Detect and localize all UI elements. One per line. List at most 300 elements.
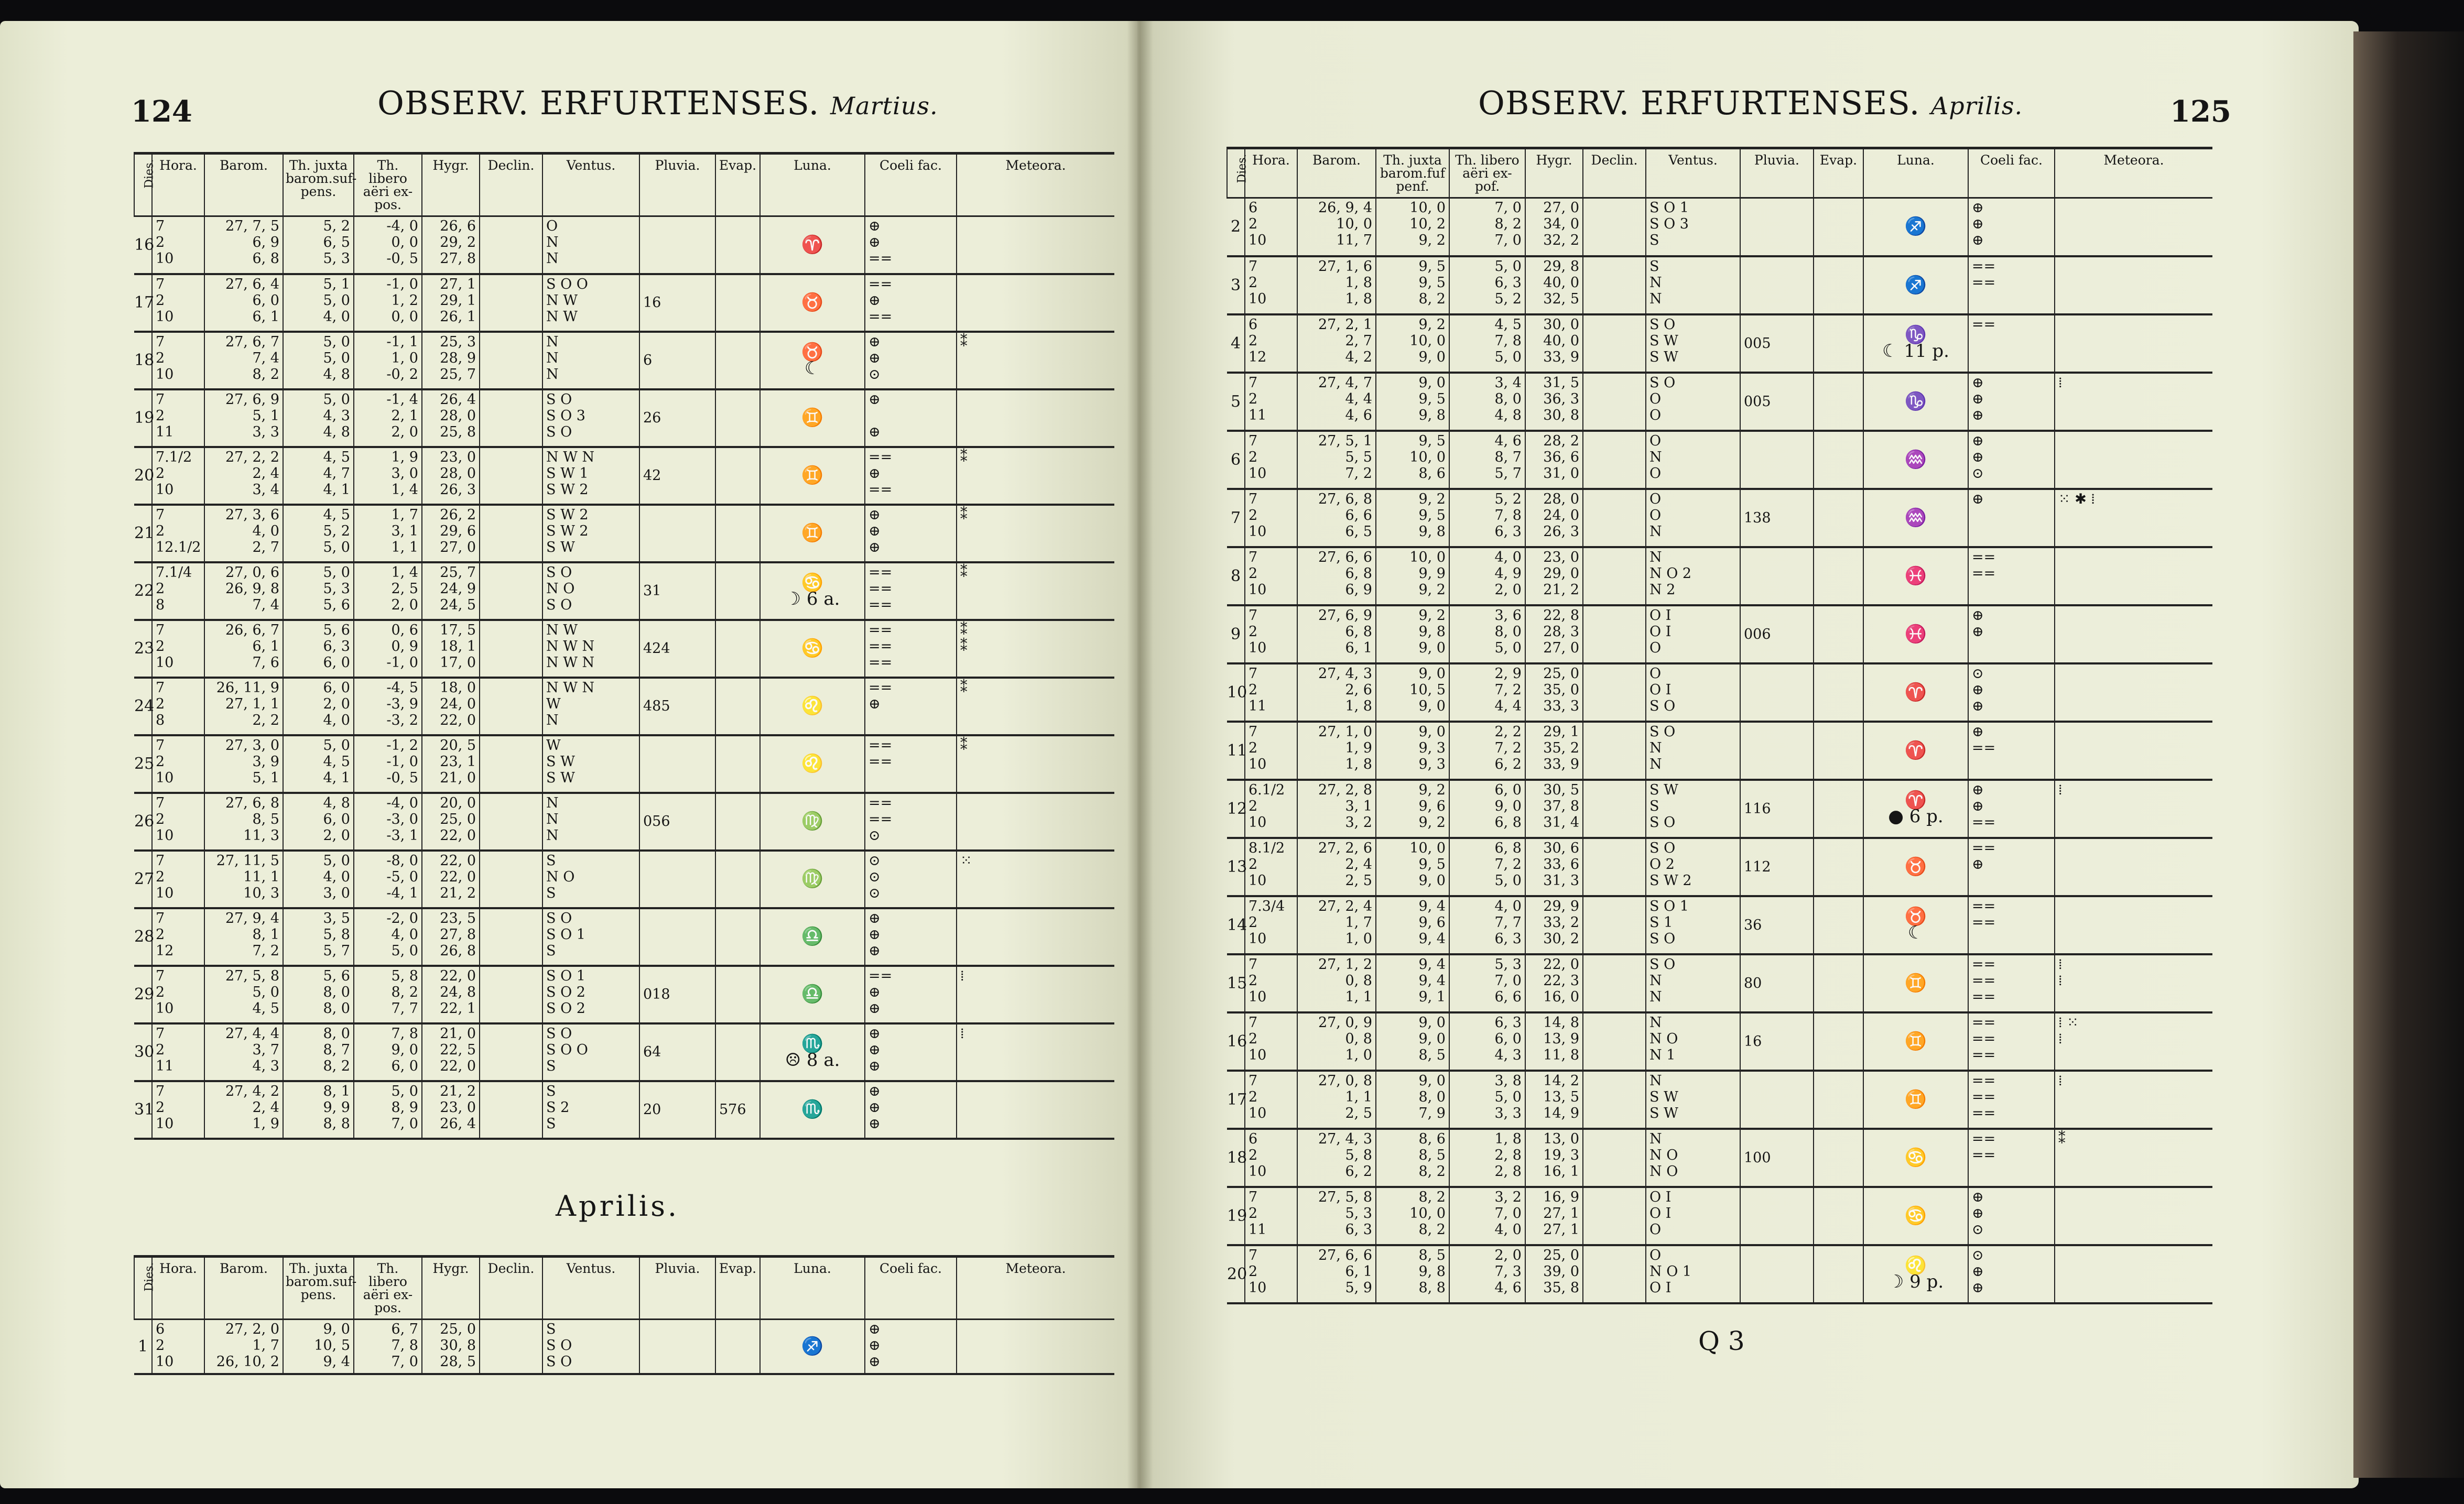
evaporation-cell (715, 505, 760, 562)
column-header: Th. juxta barom.fuf penf. (1376, 148, 1449, 198)
column-header: Hygr. (422, 1257, 480, 1320)
wind-cell: S S 2 S (542, 1081, 639, 1139)
evaporation-cell (715, 908, 760, 966)
barometer-cell: 27, 6, 9 6, 8 6, 1 (1297, 605, 1376, 663)
moon-cell: ♒ (1863, 431, 1968, 489)
column-header: Coeli fac. (865, 154, 957, 216)
wind-cell: S O 1 S O 2 S O 2 (542, 966, 639, 1023)
thermometer-barom-cell: 5, 0 4, 3 4, 8 (283, 389, 354, 447)
evaporation-cell (715, 332, 760, 389)
day-cell: 9 (1227, 605, 1245, 663)
rain-cell (639, 851, 715, 908)
moon-cell: ♐ (1863, 256, 1968, 314)
moon-cell: ♌ (760, 678, 865, 735)
hygrometer-cell: 25, 0 30, 8 28, 5 (422, 1320, 480, 1374)
book-edge (2353, 31, 2464, 1478)
thermometer-air-cell: 3, 6 8, 0 5, 0 (1449, 605, 1525, 663)
hygrometer-cell: 20, 5 23, 1 21, 0 (422, 735, 480, 793)
sky-cell: == ⊕ (865, 678, 957, 735)
meteora-cell: ⁑ (957, 562, 1114, 620)
hygrometer-cell: 27, 1 29, 1 26, 1 (422, 274, 480, 332)
sky-cell: ⊙ ⊙ ⊙ (865, 851, 957, 908)
table-row (1227, 605, 2212, 663)
column-header-label: Dies. (143, 159, 156, 189)
rain-cell (1740, 1071, 1814, 1129)
barometer-cell: 27, 11, 5 11, 1 10, 3 (204, 851, 283, 908)
thermometer-air-cell: 4, 6 8, 7 5, 7 (1449, 431, 1525, 489)
hygrometer-cell: 22, 0 22, 3 16, 0 (1525, 954, 1583, 1012)
barometer-cell: 27, 2, 1 2, 7 4, 2 (1297, 314, 1376, 373)
march-observation-table (134, 152, 1114, 1140)
column-header: Hora. (152, 1257, 204, 1320)
thermometer-air-cell: 6, 3 6, 0 4, 3 (1449, 1012, 1525, 1071)
declination-cell (480, 735, 542, 793)
hygrometer-cell: 31, 5 36, 3 30, 8 (1525, 373, 1583, 431)
day-cell: 5 (1227, 373, 1245, 431)
sky-cell: ⊙ ⊕ ⊕ (1968, 663, 2055, 722)
barometer-cell: 27, 5, 1 5, 5 7, 2 (1297, 431, 1376, 489)
rain-cell: 005 (1740, 373, 1814, 431)
day-cell: 17 (1227, 1071, 1245, 1129)
declination-cell (1583, 256, 1646, 314)
hour-cell: 7.3/4 2 10 (1245, 896, 1297, 954)
moon-cell: ♊ (1863, 1012, 1968, 1071)
day-cell: 8 (1227, 547, 1245, 605)
table-row (1227, 431, 2212, 489)
hygrometer-cell: 21, 0 22, 5 22, 0 (422, 1023, 480, 1081)
day-cell: 28 (134, 908, 152, 966)
day-cell: 19 (134, 389, 152, 447)
table-row (1227, 722, 2212, 780)
thermometer-barom-cell: 5, 0 4, 5 4, 1 (283, 735, 354, 793)
rain-cell: 16 (1740, 1012, 1814, 1071)
thermometer-air-cell: 1, 7 3, 1 1, 1 (354, 505, 422, 562)
hygrometer-cell: 26, 6 29, 2 27, 8 (422, 216, 480, 274)
table-row (134, 505, 1114, 562)
evaporation-cell (1814, 838, 1863, 896)
sky-cell: == == (1968, 896, 2055, 954)
column-header (134, 1257, 156, 1320)
thermometer-air-cell: 3, 2 7, 0 4, 0 (1449, 1187, 1525, 1245)
rain-cell (1740, 547, 1814, 605)
day-cell: 16 (1227, 1012, 1245, 1071)
barometer-cell: 27, 5, 8 5, 0 4, 5 (204, 966, 283, 1023)
barometer-cell: 27, 3, 6 4, 0 2, 7 (204, 505, 283, 562)
meteora-cell: ⁞ ⁞ (2055, 954, 2212, 1012)
barometer-cell: 27, 4, 7 4, 4 4, 6 (1297, 373, 1376, 431)
thermometer-barom-cell: 5, 6 8, 0 8, 0 (283, 966, 354, 1023)
sky-cell: ⊕ ⊕ ⊕ (1968, 373, 2055, 431)
evaporation-cell (1814, 1187, 1863, 1245)
evaporation-cell (1814, 373, 1863, 431)
wind-cell: O I O I O (1646, 605, 1740, 663)
thermometer-barom-cell: 5, 0 5, 0 4, 8 (283, 332, 354, 389)
moon-cell: ♊ (760, 505, 865, 562)
evaporation-cell (715, 274, 760, 332)
right-running-head-title: OBSERV. ERFURTENSES. (1478, 84, 1920, 122)
thermometer-barom-cell: 9, 0 9, 3 9, 3 (1376, 722, 1449, 780)
declination-cell (1583, 722, 1646, 780)
thermometer-air-cell: -1, 2 -1, 0 -0, 5 (354, 735, 422, 793)
meteora-cell: ⁑ (957, 447, 1114, 505)
thermometer-air-cell: 2, 2 7, 2 6, 2 (1449, 722, 1525, 780)
day-cell: 23 (134, 620, 152, 678)
thermometer-air-cell: -4, 5 -3, 9 -3, 2 (354, 678, 422, 735)
hygrometer-cell: 25, 7 24, 9 24, 5 (422, 562, 480, 620)
wind-cell: S S O S O (542, 1320, 639, 1374)
hour-cell: 7 2 10 (1245, 431, 1297, 489)
table-row (134, 908, 1114, 966)
declination-cell (480, 620, 542, 678)
hour-cell: 7 2 11 (152, 1023, 204, 1081)
evaporation-cell (715, 966, 760, 1023)
day-cell: 30 (134, 1023, 152, 1081)
moon-cell: ♈ (1863, 722, 1968, 780)
declination-cell (480, 505, 542, 562)
table-row (134, 678, 1114, 735)
moon-cell: ♓ (1863, 547, 1968, 605)
sky-cell: == == == (1968, 1012, 2055, 1071)
table-row (1227, 314, 2212, 373)
meteora-cell (2055, 198, 2212, 256)
rain-cell: 138 (1740, 489, 1814, 547)
hour-cell: 7.1/4 2 8 (152, 562, 204, 620)
meteora-cell (957, 1081, 1114, 1139)
hygrometer-cell: 26, 4 28, 0 25, 8 (422, 389, 480, 447)
day-cell: 7 (1227, 489, 1245, 547)
wind-cell: N W N W N (542, 678, 639, 735)
left-running-head-month: Martius. (830, 92, 938, 120)
april-start-table (134, 1255, 1114, 1375)
declination-cell (1583, 838, 1646, 896)
evaporation-cell (715, 1023, 760, 1081)
table-row (134, 966, 1114, 1023)
hygrometer-cell: 20, 0 25, 0 22, 0 (422, 793, 480, 851)
sky-cell: == == == (1968, 1071, 2055, 1129)
column-header: Evap. (1814, 148, 1863, 198)
barometer-cell: 27, 0, 8 1, 1 2, 5 (1297, 1071, 1376, 1129)
table-row (1227, 547, 2212, 605)
rain-cell (1740, 1245, 1814, 1303)
barometer-cell: 27, 6, 4 6, 0 6, 1 (204, 274, 283, 332)
barometer-cell: 27, 0, 6 26, 9, 8 7, 4 (204, 562, 283, 620)
hour-cell: 7 2 10 (1245, 1245, 1297, 1303)
thermometer-air-cell: 5, 0 6, 3 5, 2 (1449, 256, 1525, 314)
day-cell: 12 (1227, 780, 1245, 838)
barometer-cell: 27, 2, 0 1, 7 26, 10, 2 (204, 1320, 283, 1374)
thermometer-air-cell: 2, 0 7, 3 4, 6 (1449, 1245, 1525, 1303)
hour-cell: 6 2 12 (1245, 314, 1297, 373)
table-row (1227, 954, 2212, 1012)
table-row (1227, 489, 2212, 547)
day-cell: 10 (1227, 663, 1245, 722)
meteora-cell: ⁙ (957, 851, 1114, 908)
thermometer-barom-cell: 9, 2 9, 5 9, 8 (1376, 489, 1449, 547)
rain-cell: 80 (1740, 954, 1814, 1012)
thermometer-air-cell: 5, 0 8, 9 7, 0 (354, 1081, 422, 1139)
meteora-cell: ⁑ (957, 678, 1114, 735)
thermometer-air-cell: 4, 0 4, 9 2, 0 (1449, 547, 1525, 605)
moon-cell: ♏ ☹ 8 a. (760, 1023, 865, 1081)
table-row (134, 274, 1114, 332)
hygrometer-cell: 25, 0 39, 0 35, 8 (1525, 1245, 1583, 1303)
day-cell: 22 (134, 562, 152, 620)
rain-cell (639, 216, 715, 274)
evaporation-cell (715, 793, 760, 851)
meteora-cell (2055, 838, 2212, 896)
declination-cell (1583, 663, 1646, 722)
declination-cell (480, 1320, 542, 1374)
left-running-head (377, 84, 938, 122)
hour-cell: 7 2 8 (152, 678, 204, 735)
evaporation-cell (1814, 256, 1863, 314)
table-row (1227, 896, 2212, 954)
meteora-cell: ⁙ ✱ ⁞ (2055, 489, 2212, 547)
wind-cell: S W S S O (1646, 780, 1740, 838)
wind-cell: S O 1 S O 3 S (1646, 198, 1740, 256)
day-cell: 21 (134, 505, 152, 562)
declination-cell (1583, 547, 1646, 605)
rain-cell: 42 (639, 447, 715, 505)
thermometer-air-cell: -2, 0 4, 0 5, 0 (354, 908, 422, 966)
column-header: Barom. (1297, 148, 1376, 198)
day-cell: 24 (134, 678, 152, 735)
table-row (1227, 1187, 2212, 1245)
hour-cell: 7.1/2 2 10 (152, 447, 204, 505)
wind-cell: S N O S (542, 851, 639, 908)
thermometer-air-cell: 5, 2 7, 8 6, 3 (1449, 489, 1525, 547)
thermometer-barom-cell: 10, 0 10, 2 9, 2 (1376, 198, 1449, 256)
rain-cell: 20 (639, 1081, 715, 1139)
sky-cell: == == (1968, 547, 2055, 605)
thermometer-barom-cell: 9, 0 8, 0 7, 9 (1376, 1071, 1449, 1129)
rain-cell: 424 (639, 620, 715, 678)
moon-cell: ♈ (1863, 663, 1968, 722)
hour-cell: 7 2 10 (152, 966, 204, 1023)
moon-cell: ♊ (1863, 1071, 1968, 1129)
moon-cell: ♈ ● 6 p. (1863, 780, 1968, 838)
day-cell: 26 (134, 793, 152, 851)
column-header: Meteora. (957, 1257, 1114, 1320)
hour-cell: 7 2 10 (152, 620, 204, 678)
barometer-cell: 27, 4, 4 3, 7 4, 3 (204, 1023, 283, 1081)
hour-cell: 7 2 10 (152, 851, 204, 908)
rain-cell (1740, 1187, 1814, 1245)
hour-cell: 7 2 10 (152, 332, 204, 389)
moon-cell: ♒ (1863, 489, 1968, 547)
moon-cell: ♌ (760, 735, 865, 793)
wind-cell: S O S O 3 S O (542, 389, 639, 447)
evaporation-cell (715, 851, 760, 908)
wind-cell: S O N O S O (542, 562, 639, 620)
moon-cell: ♍ (760, 851, 865, 908)
hygrometer-cell: 25, 0 35, 0 33, 3 (1525, 663, 1583, 722)
column-header: Hygr. (422, 154, 480, 216)
hygrometer-cell: 14, 8 13, 9 11, 8 (1525, 1012, 1583, 1071)
thermometer-air-cell: -1, 1 1, 0 -0, 2 (354, 332, 422, 389)
evaporation-cell: 576 (715, 1081, 760, 1139)
moon-cell: ♉ (760, 274, 865, 332)
thermometer-air-cell: 5, 8 8, 2 7, 7 (354, 966, 422, 1023)
declination-cell (1583, 954, 1646, 1012)
table-row (134, 851, 1114, 908)
rain-cell: 36 (1740, 896, 1814, 954)
thermometer-barom-cell: 5, 1 5, 0 4, 0 (283, 274, 354, 332)
hygrometer-cell: 29, 9 33, 2 30, 2 (1525, 896, 1583, 954)
hygrometer-cell: 27, 0 34, 0 32, 2 (1525, 198, 1583, 256)
column-header-label: Dies. (1235, 154, 1249, 183)
declination-cell (480, 851, 542, 908)
declination-cell (480, 274, 542, 332)
meteora-cell (2055, 1245, 2212, 1303)
moon-cell: ♐ (1863, 198, 1968, 256)
day-cell: 1 (134, 1320, 152, 1374)
wind-cell: S O O 2 S W 2 (1646, 838, 1740, 896)
meteora-cell: ⁞ (2055, 1071, 2212, 1129)
rain-cell (639, 505, 715, 562)
thermometer-barom-cell: 9, 0 10, 5 9, 0 (1376, 663, 1449, 722)
wind-cell: S O N N (1646, 954, 1740, 1012)
declination-cell (480, 332, 542, 389)
column-header: Meteora. (957, 154, 1114, 216)
hour-cell: 7 2 10 (152, 735, 204, 793)
declination-cell (480, 966, 542, 1023)
wind-cell: N N O N 1 (1646, 1012, 1740, 1071)
hour-cell: 6 2 10 (1245, 1129, 1297, 1187)
barometer-cell: 27, 2, 4 1, 7 1, 0 (1297, 896, 1376, 954)
column-header: Declin. (1583, 148, 1646, 198)
day-cell: 20 (134, 447, 152, 505)
hygrometer-cell: 25, 3 28, 9 25, 7 (422, 332, 480, 389)
thermometer-barom-cell: 9, 4 9, 6 9, 4 (1376, 896, 1449, 954)
wind-cell: S O N N (1646, 722, 1740, 780)
day-cell: 11 (1227, 722, 1245, 780)
moon-cell: ♑ ☾ 11 p. (1863, 314, 1968, 373)
day-cell: 19 (1227, 1187, 1245, 1245)
table-row (134, 735, 1114, 793)
column-header: Luna. (760, 154, 865, 216)
declination-cell (480, 793, 542, 851)
evaporation-cell (715, 620, 760, 678)
hour-cell: 6 2 10 (1245, 198, 1297, 256)
rain-cell (1740, 256, 1814, 314)
day-cell: 16 (134, 216, 152, 274)
rain-cell (639, 908, 715, 966)
evaporation-cell (1814, 722, 1863, 780)
sky-cell: ⊕ ⊕ ⊕ (865, 1081, 957, 1139)
column-header: Hora. (152, 154, 204, 216)
table-header (134, 154, 1114, 216)
day-cell: 3 (1227, 256, 1245, 314)
declination-cell (1583, 1129, 1646, 1187)
hygrometer-cell: 30, 0 40, 0 33, 9 (1525, 314, 1583, 373)
moon-cell: ♎ (760, 908, 865, 966)
sky-cell: ⊕ (1968, 489, 2055, 547)
wind-cell: S O O O (1646, 373, 1740, 431)
day-cell: 20 (1227, 1245, 1245, 1303)
hour-cell: 7 2 11 (1245, 1187, 1297, 1245)
thermometer-air-cell: 4, 0 7, 7 6, 3 (1449, 896, 1525, 954)
hygrometer-cell: 16, 9 27, 1 27, 1 (1525, 1187, 1583, 1245)
hygrometer-cell: 23, 0 29, 0 21, 2 (1525, 547, 1583, 605)
thermometer-air-cell: 5, 3 7, 0 6, 6 (1449, 954, 1525, 1012)
left-running-head-title: OBSERV. ERFURTENSES. (377, 84, 820, 122)
evaporation-cell (715, 562, 760, 620)
column-header: Evap. (715, 154, 760, 216)
evaporation-cell (1814, 431, 1863, 489)
thermometer-barom-cell: 9, 2 10, 0 9, 0 (1376, 314, 1449, 373)
wind-cell: S O S O O S (542, 1023, 639, 1081)
hygrometer-cell: 22, 8 28, 3 27, 0 (1525, 605, 1583, 663)
hour-cell: 7 2 11 (1245, 663, 1297, 722)
sky-cell: ⊕ ⊕ ⊙ (1968, 1187, 2055, 1245)
meteora-cell: ⁑ (957, 505, 1114, 562)
rain-cell: 26 (639, 389, 715, 447)
wind-cell: N S W S W (1646, 1071, 1740, 1129)
moon-cell: ♋ (1863, 1187, 1968, 1245)
april-observation-table (1226, 147, 2212, 1304)
hour-cell: 7 2 10 (1245, 954, 1297, 1012)
evaporation-cell (1814, 547, 1863, 605)
hygrometer-cell: 26, 2 29, 6 27, 0 (422, 505, 480, 562)
evaporation-cell (1814, 1071, 1863, 1129)
sky-cell: ⊕ ⊕ ⊕ (1968, 198, 2055, 256)
declination-cell (1583, 1187, 1646, 1245)
column-header: Pluvia. (639, 1257, 715, 1320)
thermometer-air-cell: -1, 0 1, 2 0, 0 (354, 274, 422, 332)
hour-cell: 7 2 10 (1245, 722, 1297, 780)
hour-cell: 7 2 10 (152, 216, 204, 274)
wind-cell: S O 1 S 1 S O (1646, 896, 1740, 954)
barometer-cell: 27, 5, 8 5, 3 6, 3 (1297, 1187, 1376, 1245)
moon-cell: ♉ (1863, 838, 1968, 896)
wind-cell: W S W S W (542, 735, 639, 793)
hour-cell: 7 2 10 (152, 274, 204, 332)
table-header (1227, 148, 2212, 198)
day-cell: 14 (1227, 896, 1245, 954)
rain-cell (639, 735, 715, 793)
sky-cell: == == (1968, 256, 2055, 314)
hour-cell: 8.1/2 2 10 (1245, 838, 1297, 896)
hygrometer-cell: 29, 1 35, 2 33, 9 (1525, 722, 1583, 780)
hygrometer-cell: 30, 6 33, 6 31, 3 (1525, 838, 1583, 896)
barometer-cell: 27, 4, 3 2, 6 1, 8 (1297, 663, 1376, 722)
declination-cell (1583, 1245, 1646, 1303)
rain-cell: 6 (639, 332, 715, 389)
meteora-cell (2055, 431, 2212, 489)
moon-cell: ♎ (760, 966, 865, 1023)
table-row (134, 793, 1114, 851)
moon-cell: ♋ (1863, 1129, 1968, 1187)
barometer-cell: 27, 9, 4 8, 1 7, 2 (204, 908, 283, 966)
hour-cell: 7 2 10 (1245, 605, 1297, 663)
thermometer-barom-cell: 5, 2 6, 5 5, 3 (283, 216, 354, 274)
hour-cell: 7 2 10 (152, 1081, 204, 1139)
evaporation-cell (1814, 954, 1863, 1012)
table-row (1227, 1245, 2212, 1303)
barometer-cell: 27, 6, 8 6, 6 6, 5 (1297, 489, 1376, 547)
evaporation-cell (1814, 663, 1863, 722)
day-cell: 15 (1227, 954, 1245, 1012)
sky-cell: == ⊕ (1968, 838, 2055, 896)
evaporation-cell (715, 389, 760, 447)
thermometer-air-cell: 7, 8 9, 0 6, 0 (354, 1023, 422, 1081)
table-row (1227, 373, 2212, 431)
day-cell: 25 (134, 735, 152, 793)
declination-cell (1583, 314, 1646, 373)
day-cell: 27 (134, 851, 152, 908)
sky-cell: == == ⊙ (865, 793, 957, 851)
